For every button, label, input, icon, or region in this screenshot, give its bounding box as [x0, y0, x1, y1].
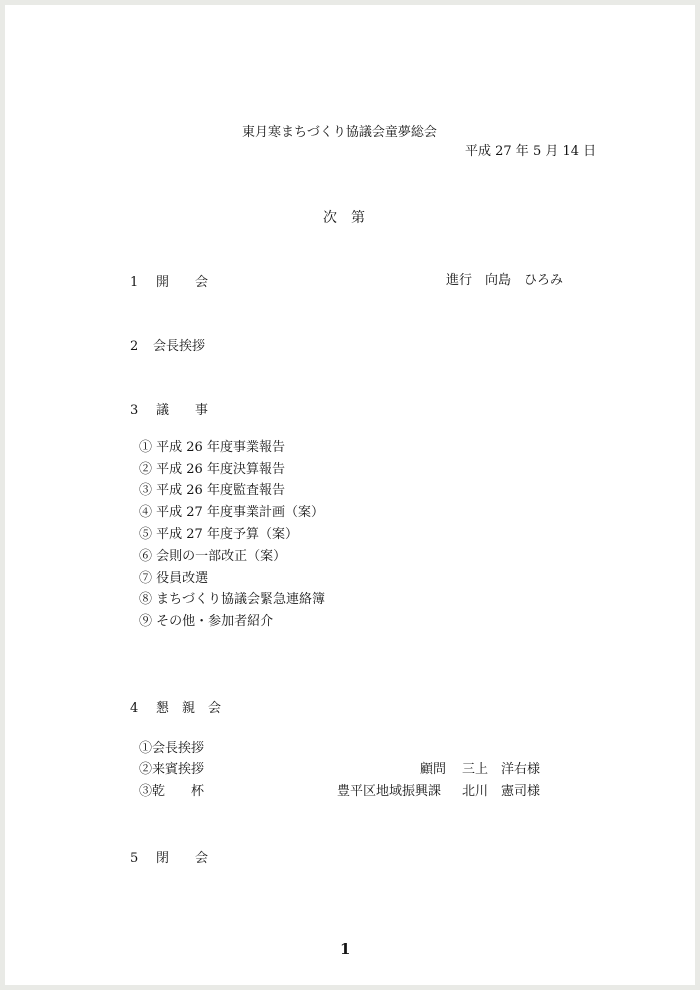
document-title: 東月寒まちづくり協議会童夢総会	[242, 125, 437, 140]
proceedings-item: ⑧ まちづくり協議会緊急連絡簿	[139, 592, 326, 607]
document-page	[5, 5, 695, 985]
section-number: 3	[130, 403, 139, 418]
social-item-label: ③乾 杯	[139, 784, 205, 799]
proceedings-item: ⑦ 役員改選	[139, 571, 209, 586]
section-title: 開 会	[156, 275, 209, 290]
social-item-label: ②来賓挨拶	[139, 762, 205, 777]
social-item-label: ①会長挨拶	[139, 741, 205, 756]
page-number: 1	[340, 940, 351, 958]
section-number: 2	[130, 339, 139, 354]
proceedings-item: ① 平成 26 年度事業報告	[139, 440, 285, 455]
section-number: 4	[130, 701, 139, 716]
social-item-name: 北川 憲司様	[462, 784, 541, 799]
proceedings-item: ⑨ その他・参加者紹介	[139, 614, 274, 629]
proceedings-item: ③ 平成 26 年度監査報告	[139, 483, 285, 498]
section-title: 懇 親 会	[156, 701, 222, 716]
section-number: 1	[130, 275, 139, 290]
section-number: 5	[130, 851, 139, 866]
section-title: 議 事	[156, 403, 209, 418]
section-presenter: 進行 向島 ひろみ	[446, 273, 564, 288]
proceedings-item: ② 平成 26 年度決算報告	[139, 462, 285, 477]
social-item-role: 顧問	[420, 762, 447, 777]
social-item-role: 豊平区地域振興課	[337, 784, 442, 799]
social-item-name: 三上 洋右様	[462, 762, 541, 777]
section-title: 会長挨拶	[153, 339, 206, 354]
section-title: 閉 会	[156, 851, 209, 866]
proceedings-item: ④ 平成 27 年度事業計画（案）	[139, 505, 324, 520]
document-date: 平成 27 年 5 月 14 日	[465, 144, 597, 159]
proceedings-item: ⑥ 会則の一部改正（案）	[139, 549, 287, 564]
proceedings-item: ⑤ 平成 27 年度予算（案）	[139, 527, 298, 542]
agenda-heading: 次 第	[323, 210, 365, 226]
